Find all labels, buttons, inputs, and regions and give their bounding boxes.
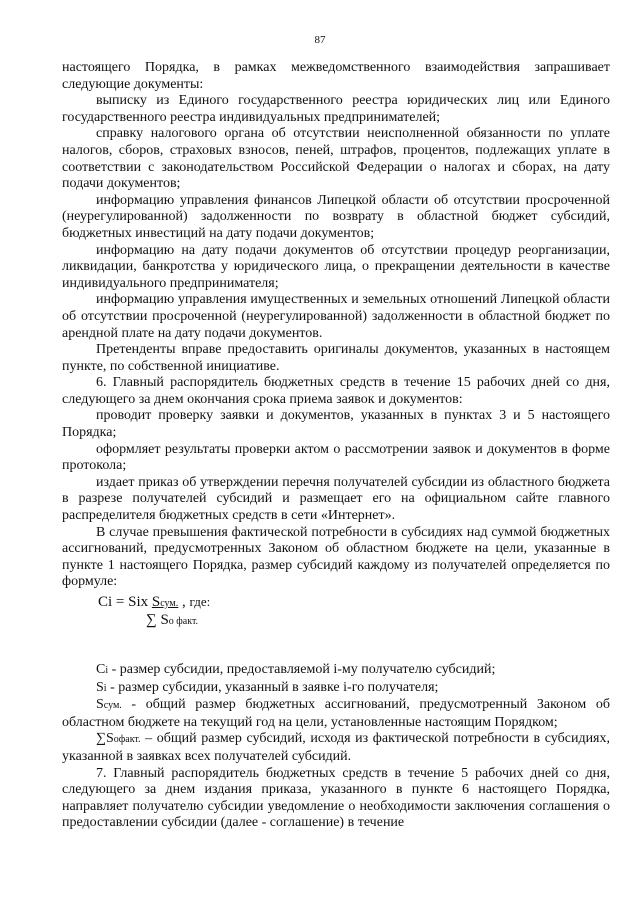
document-body: [62, 60, 610, 832]
paragraph-group-b: [62, 766, 610, 832]
paragraph: настоящего Порядка, в рамках межведомственного взаимодействия запрашивает следующие документы:: [62, 60, 610, 92]
definition-item: ∑Sофакт. – общий размер субсидий, исходя из фактической потребности в субсидиях, указанной в заявках всех получателей субсидий.: [62, 731, 610, 764]
page-number: 87: [314, 34, 326, 46]
formula-sep: ,: [182, 594, 190, 610]
definition-item: Ci - размер субсидии, предоставляемой i-му получателю субсидий;: [96, 662, 496, 677]
formula-numerator-row: [98, 594, 210, 613]
paragraph: Претенденты вправе предоставить оригиналы документов, указанных в настоящем пункте, по собственной инициативе.: [62, 342, 610, 374]
paragraph: издает приказ об утверждении перечня получателей субсидии из областного бюджета в разрезе получателей субсидий и размещает его на официальном сайте главного распределителя бюджетных средств в сети «Интернет».: [62, 474, 610, 524]
paragraph: выписку из Единого государственного реестра юридических лиц или Единого государственного реестра индивидуальных предпринимателей;: [62, 93, 610, 125]
definition-item: Si - размер субсидии, указанный в заявке i-го получателя;: [96, 679, 439, 695]
formula-where: где:: [189, 594, 211, 609]
formula-numerator: Sсум.: [151, 594, 179, 610]
formula-denominator: ∑ Sо факт.: [146, 612, 199, 628]
paragraph-group-a: [62, 60, 610, 591]
definitions-list: [62, 662, 610, 766]
paragraph: оформляет результаты проверки актом о рассмотрении заявок и документов в форме протокола;: [62, 441, 610, 474]
subsidy-formula: [86, 594, 610, 648]
paragraph: информацию управления финансов Липецкой области об отсутствии просроченной (неурегулированной) задолженности по возврату в областной бюджет субсидий, бюджетных инвестиций на дату подачи документов;: [62, 192, 610, 241]
paragraph: В случае превышения фактической потребности в субсидиях над суммой бюджетных ассигнований, предусмотренных Законом об областном бюджете на цели, указанные в пункте 1 настоящего Порядка, размер субсидий каждому из получателей определяется по формуле:: [62, 524, 610, 590]
paragraph: проводит проверку заявки и документов, указанных в пунктах 3 и 5 настоящего Порядка;: [62, 408, 610, 441]
paragraph: информацию на дату подачи документов об отсутствии процедур реорганизации, ликвидации, банкротства у юридического лица, о прекращении деятельности в качестве индивидуального предпринимателя;: [62, 242, 610, 291]
paragraph: 6. Главный распорядитель бюджетных средств в течение 15 рабочих дней со дня, следующего за днем окончания срока приема заявок и документов:: [62, 375, 610, 407]
paragraph: справку налогового органа об отсутствии неисполненной обязанности по уплате налогов, сборов, страховых взносов, пеней, штрафов, процентов, подлежащих уплате в соответствии с законодательством Российской Федерации о налогах и сборах, на дату подачи документов;: [62, 126, 610, 192]
definition-item: Sсум. - общий размер бюджетных ассигнований, предусмотренный Законом об областном бюджете на текущий год на цели, установленные настоящим Порядком;: [62, 697, 610, 730]
paragraph: информацию управления имущественных и земельных отношений Липецкой области об отсутствии просроченной (неурегулированной) задолженности в областной бюджет по арендной плате на дату подачи документов.: [62, 292, 610, 341]
formula-lhs: Ci = Six: [98, 594, 149, 610]
paragraph: 7. Главный распорядитель бюджетных средств в течение 5 рабочих дней со дня, следующего за днем издания приказа, указанного в пункте 6 настоящего Порядка, направляет получателю субсидии уведомление о необходимости заключения соглашения о предоставлении субсидии (далее - соглашение) в течение: [62, 765, 610, 831]
